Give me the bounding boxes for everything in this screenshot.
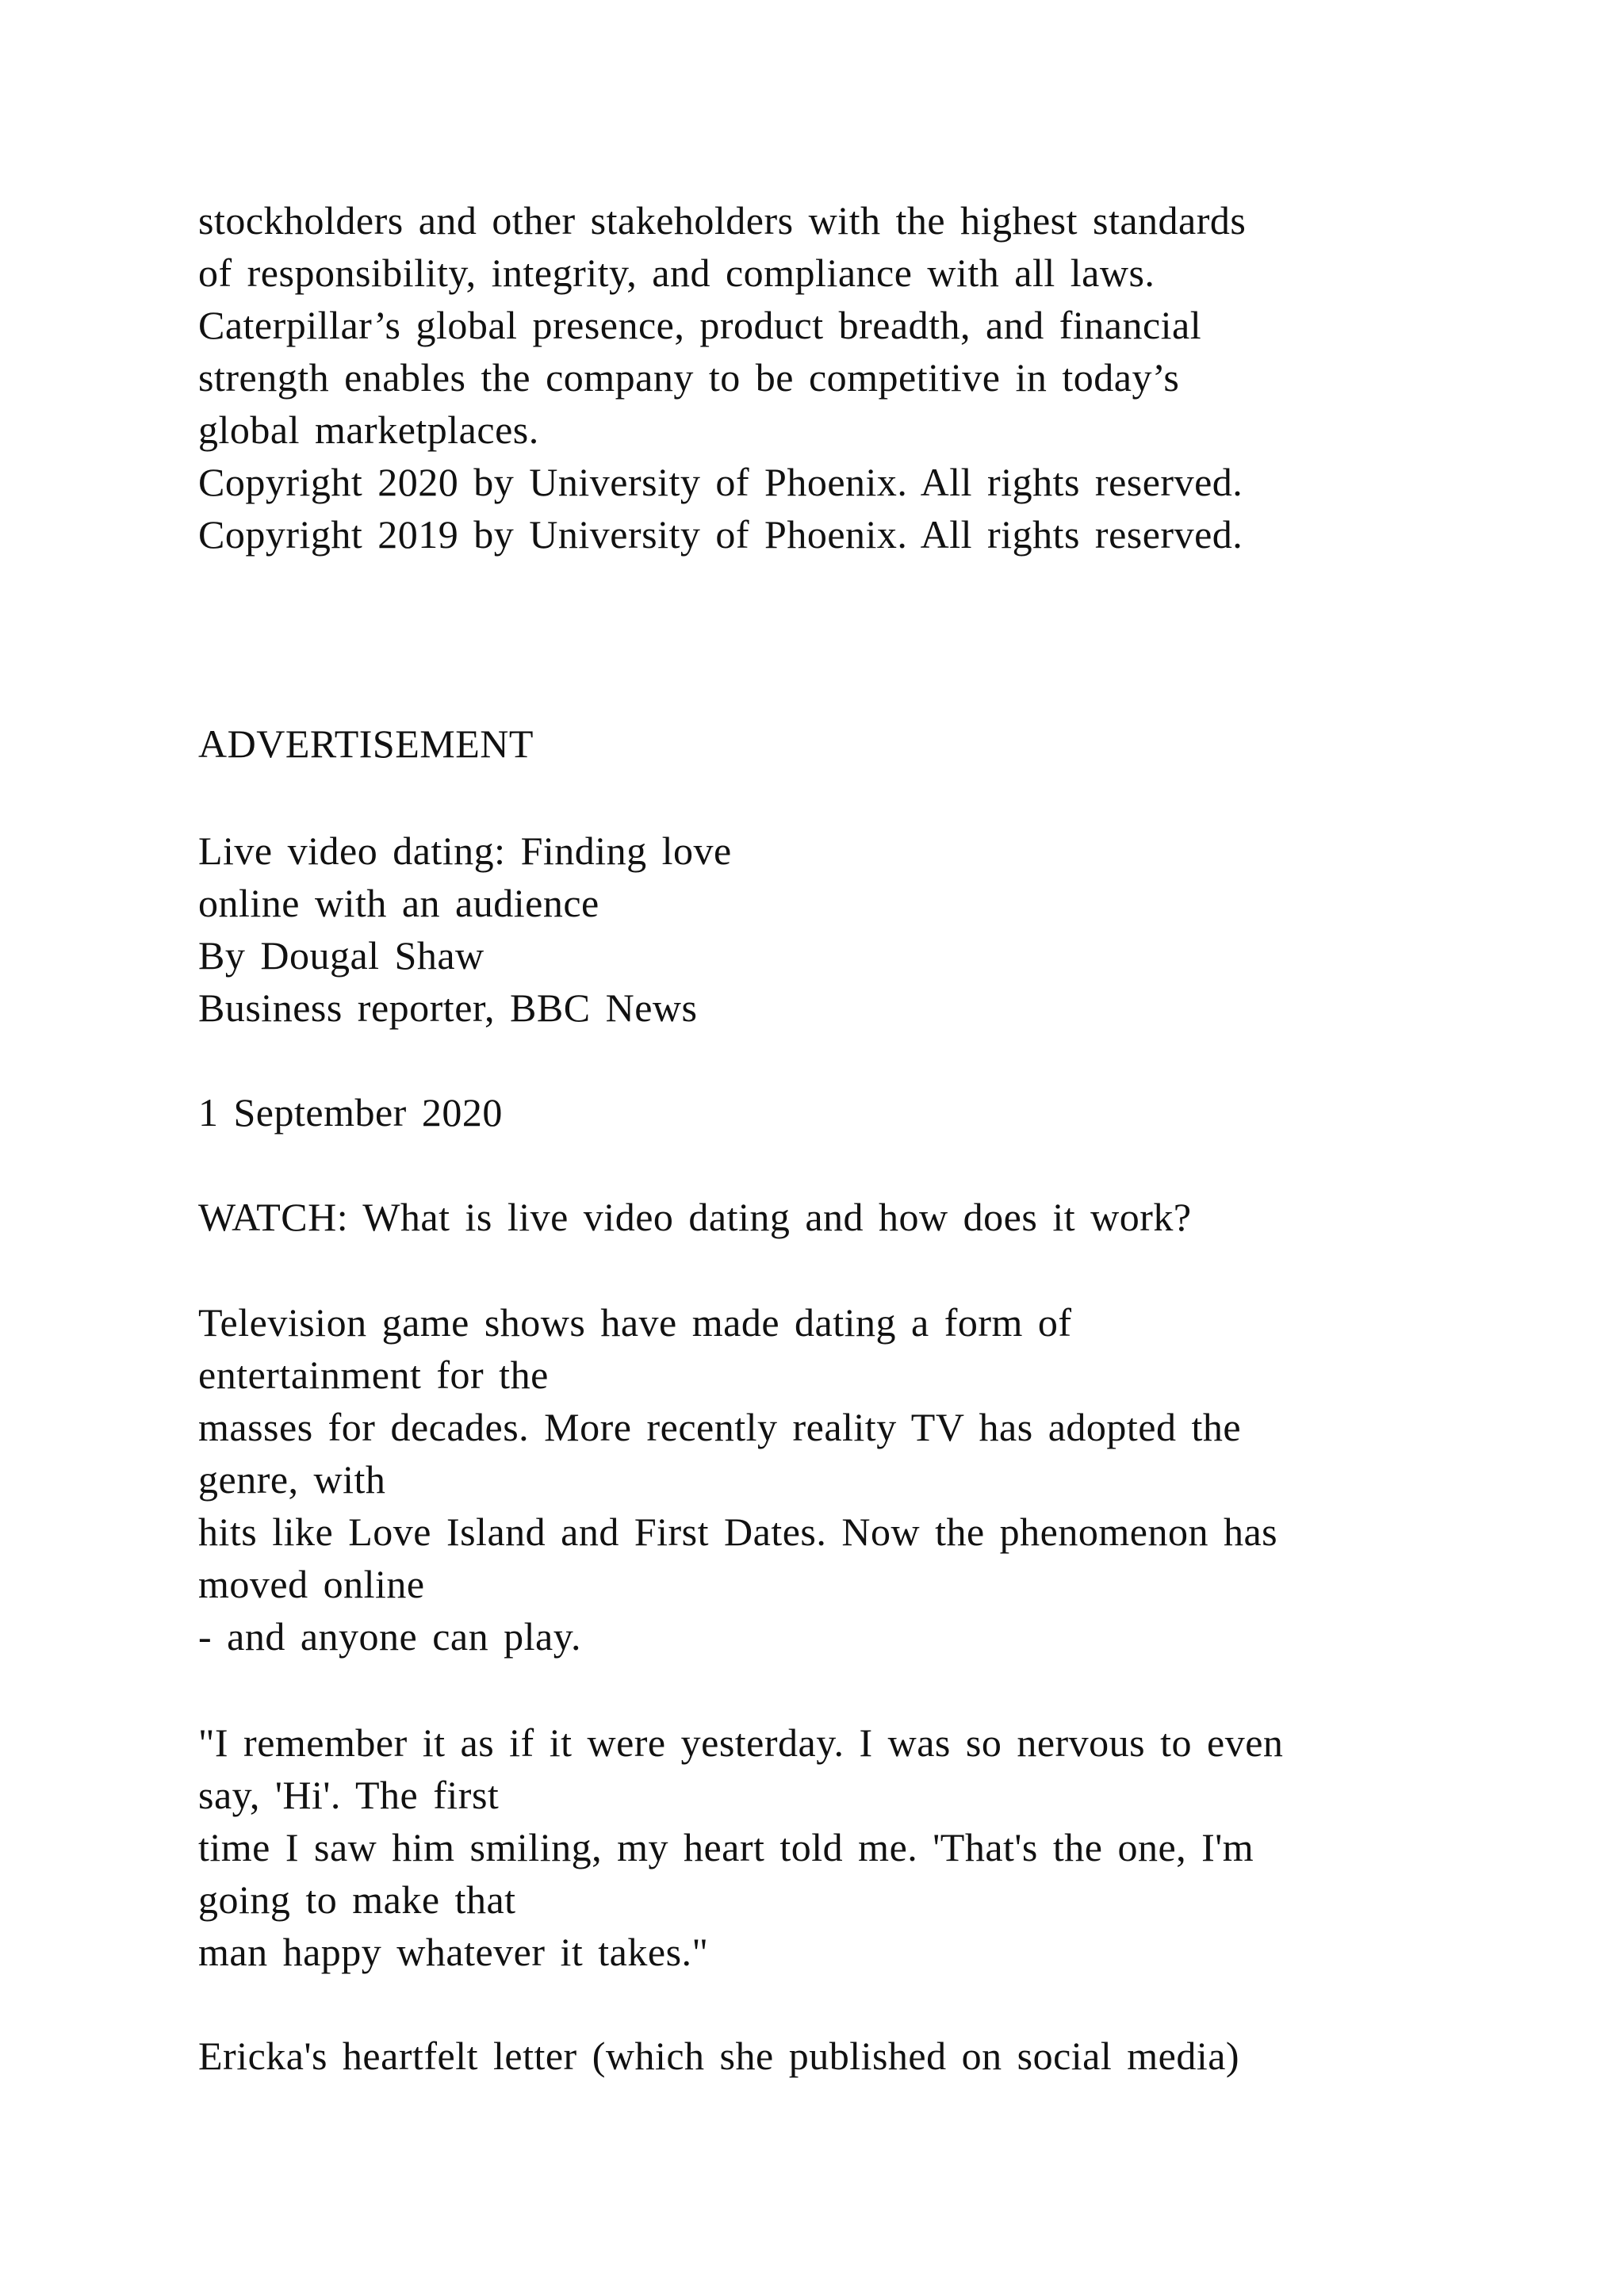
- byline: By Dougal Shaw: [198, 933, 485, 978]
- copyright-line: Copyright 2019 by University of Phoenix. All rights reserved.: [198, 512, 1243, 557]
- text-line: Television game shows have made dating a form of: [198, 1300, 1072, 1345]
- copyright-line: Copyright 2020 by University of Phoenix. All rights reserved.: [198, 460, 1243, 504]
- text-line: Ericka's heartfelt letter (which she published on social media): [198, 2034, 1240, 2078]
- author-role: Business reporter, BBC News: [198, 985, 698, 1030]
- headline-line: Live video dating: Finding love: [198, 828, 732, 873]
- headline-line: online with an audience: [198, 881, 599, 925]
- text-line: "I remember it as if it were yesterday. I was so nervous to even: [198, 1720, 1284, 1765]
- text-line: global marketplaces.: [198, 408, 539, 452]
- text-line: of responsibility, integrity, and compliance with all laws.: [198, 251, 1155, 295]
- text-line: masses for decades. More recently reality TV has adopted the: [198, 1405, 1242, 1449]
- article-paragraph-1: [198, 1296, 1483, 1663]
- text-line: time I saw him smiling, my heart told me. 'That's the one, I'm: [198, 1825, 1254, 1869]
- text-line: moved online: [198, 1562, 425, 1606]
- text-line: stockholders and other stakeholders with the highest standards: [198, 198, 1247, 243]
- text-line: hits like Love Island and First Dates. Now the phenomenon has: [198, 1510, 1278, 1554]
- article-paragraph-2: [198, 1716, 1483, 1978]
- advertisement-label: ADVERTISEMENT: [198, 721, 534, 766]
- text-line: - and anyone can play.: [198, 1614, 581, 1659]
- text-line: entertainment for the: [198, 1353, 549, 1397]
- article-header: [198, 825, 1483, 1034]
- text-line: going to make that: [198, 1877, 516, 1922]
- advertisement-label-block: [198, 718, 1483, 770]
- text-line: genre, with: [198, 1457, 386, 1502]
- text-line: strength enables the company to be competitive in today’s: [198, 355, 1180, 400]
- text-line: Caterpillar’s global presence, product breadth, and financial: [198, 303, 1202, 347]
- article-paragraph-3: [198, 2030, 1483, 2082]
- text-line: say, 'Hi'. The first: [198, 1773, 500, 1817]
- text-line: man happy whatever it takes.": [198, 1930, 709, 1974]
- article-date: 1 September 2020: [198, 1090, 503, 1135]
- article-date-block: [198, 1086, 1483, 1138]
- watch-block: [198, 1191, 1483, 1243]
- watch-line: WATCH: What is live video dating and how does it work?: [198, 1195, 1192, 1239]
- intro-paragraph: [198, 194, 1483, 561]
